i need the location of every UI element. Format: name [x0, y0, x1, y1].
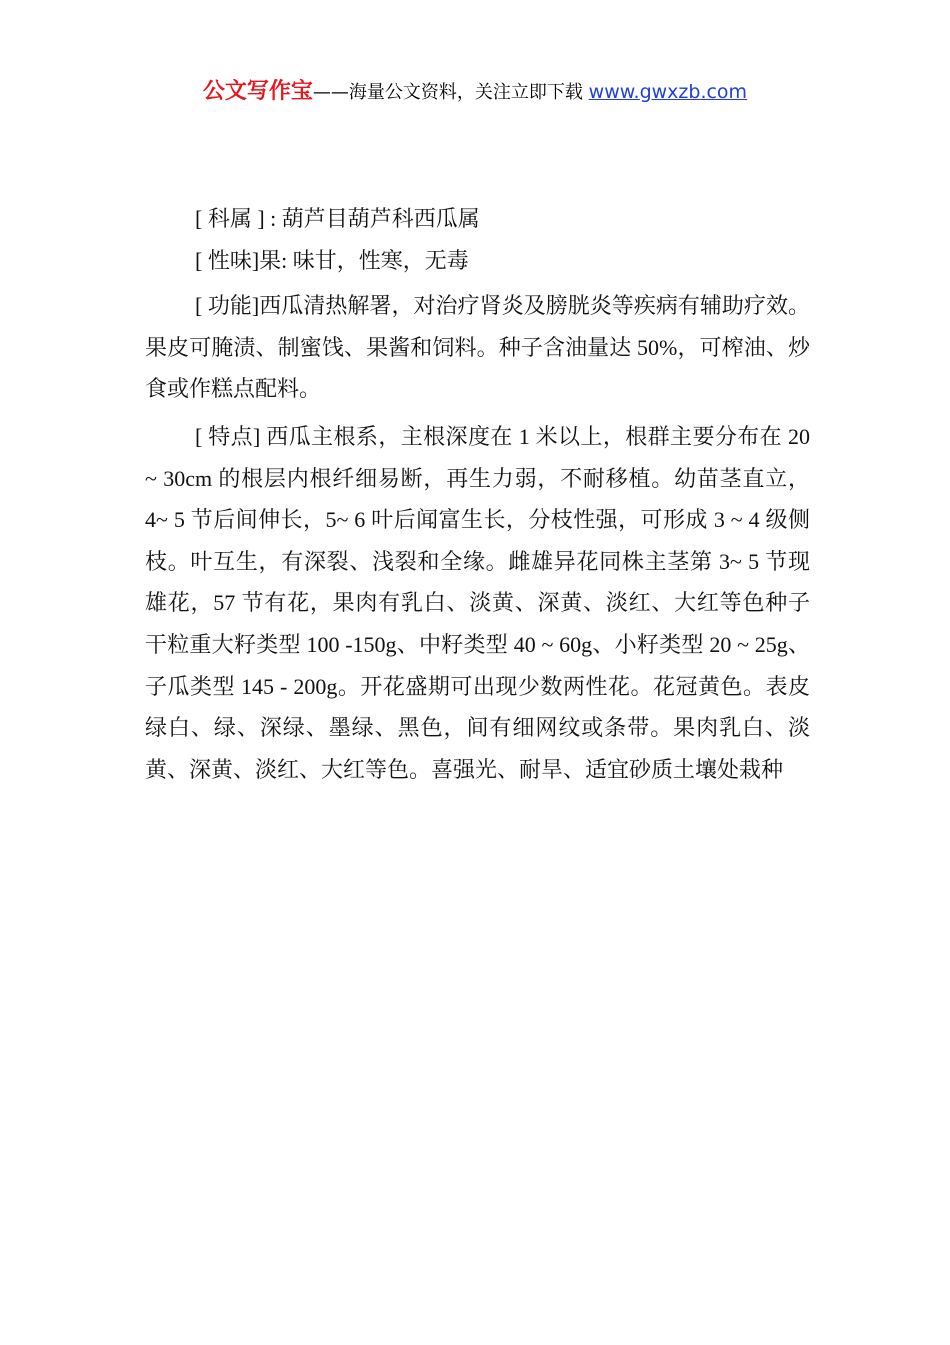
website-link[interactable]: www.gwxzb.com	[588, 81, 748, 103]
page-header	[0, 76, 950, 108]
header-tagline: ——海量公文资料，关注立即下载	[312, 82, 589, 103]
family-paragraph: [ 科属 ] : 葫芦目葫芦科西瓜属	[195, 206, 480, 231]
document-body	[145, 198, 810, 790]
features-paragraph: [ 特点] 西瓜主根系，主根深度在 1 米以上，根群主要分布在 20 ~ 30cm 的根层内根纤细易断，再生力弱，不耐移植。幼苗茎直立，4~ 5 节后间伸长，5~ 6 叶后闻富生长，分枝性强，可形成 3 ~ 4 级侧枝。叶互生，有深裂、浅裂和全缘。雌雄异花同株主茎第 3~ 5 节现雄花，57 节有花，果肉有乳白、淡黄、深黄、淡红、大红等色种子干粒重大籽类型 100 -150g、中籽类型 40 ~ 60g、小籽类型 20 ~ 25g、子瓜类型 145 - 200g。开花盛期可出现少数两性花。花冠黄色。表皮绿白、绿、深绿、墨绿、黑色，间有细网纹或条带。果肉乳白、淡黄、深黄、淡红、大红等色。喜强光、耐旱、适宜砂质土壤处栽种	[145, 423, 810, 782]
taste-paragraph: [ 性味]果: 味甘，性寒，无毒	[195, 247, 469, 273]
brand-title: 公文写作宝	[202, 79, 313, 104]
function-paragraph: [ 功能]西瓜清热解署，对治疗肾炎及膀胱炎等疾病有辅助疗效。果皮可腌渍、制蜜饯、果酱和饲料。种子含油量达 50%，可榨油、炒食或作糕点配料。	[145, 293, 810, 402]
